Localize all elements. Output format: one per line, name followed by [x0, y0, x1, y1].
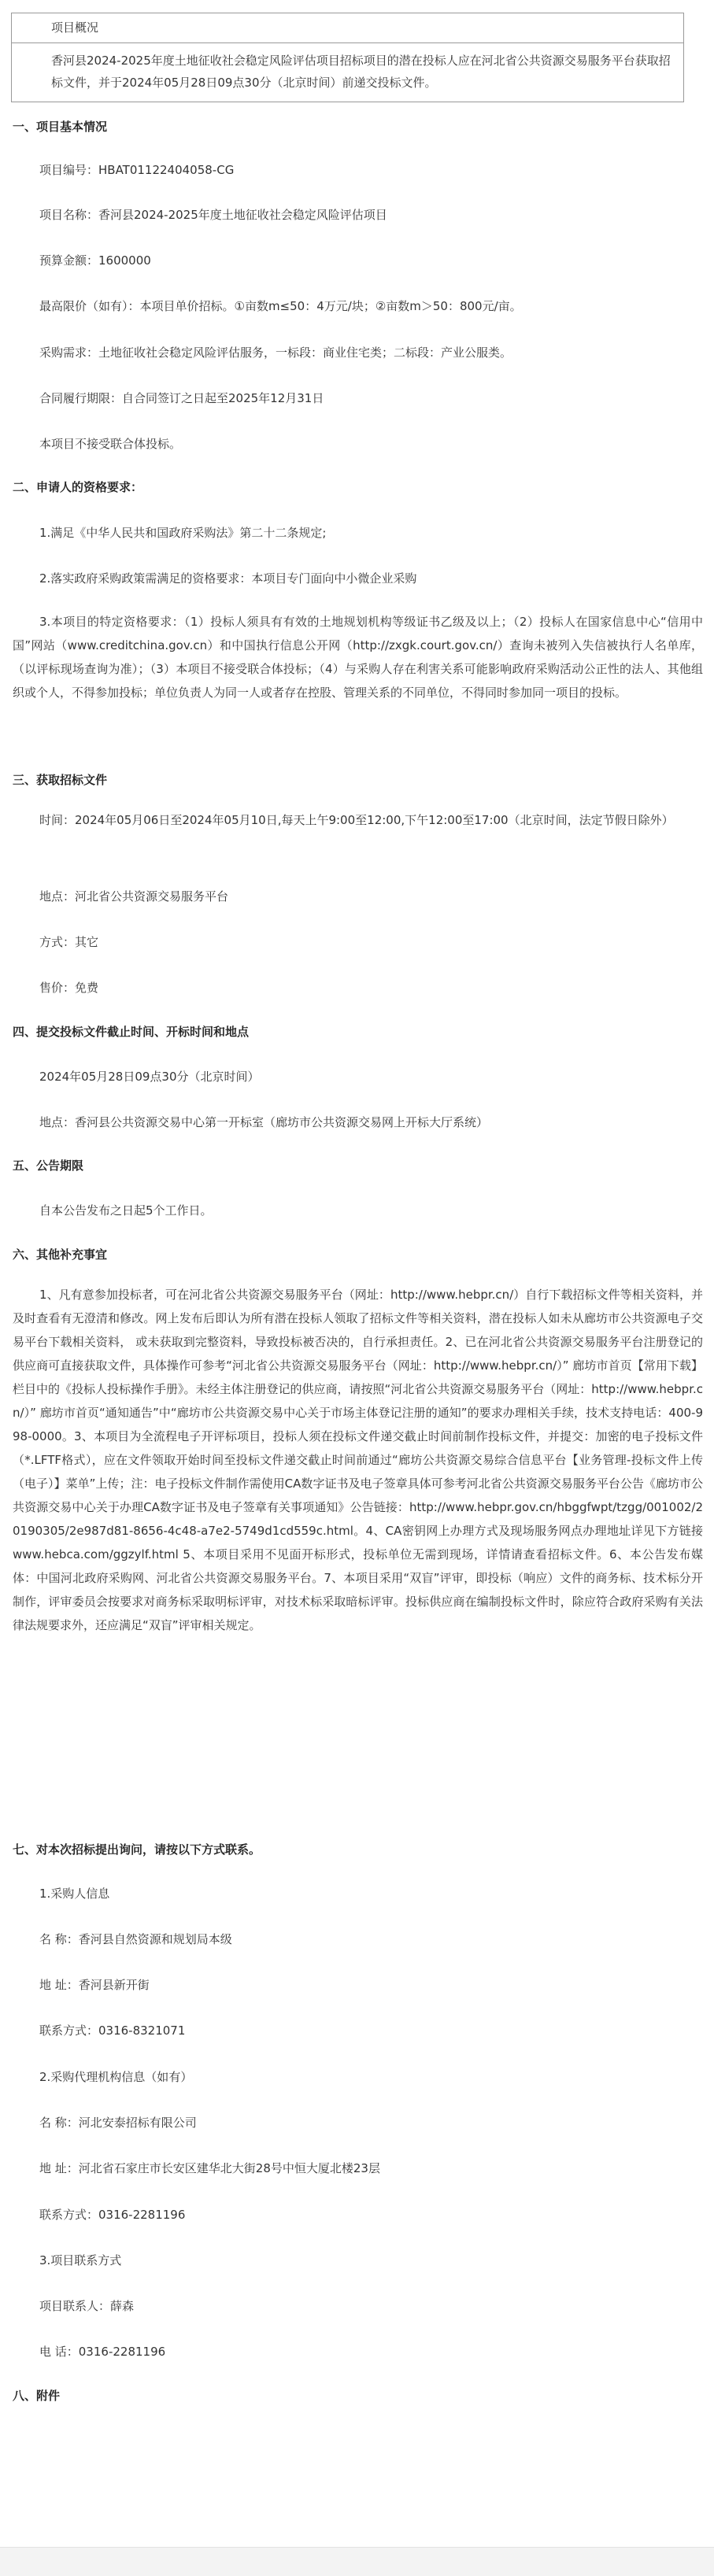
section-1-title: 一、项目基本情况	[13, 120, 108, 134]
buyer-name: 名 称：香河县自然资源和规划局本级	[39, 1932, 232, 1946]
section-7-title: 七、对本次招标提出询问，请按以下方式联系。	[13, 1842, 261, 1857]
qualification-1: 1.满足《中华人民共和国政府采购法》第二十二条规定;	[39, 526, 327, 540]
overview-title: 项目概况	[12, 13, 683, 43]
max-price: 最高限价（如有）：本项目单价招标。①亩数m≤50：4万元/块；②亩数m＞50：800元/亩。	[39, 299, 522, 313]
obtain-place: 地点：河北省公共资源交易服务平台	[39, 889, 229, 904]
agent-info-heading: 2.采购代理机构信息（如有）	[39, 2070, 193, 2084]
contact-phone: 电 话：0316-2281196	[39, 2345, 166, 2359]
agent-name: 名 称：河北安泰招标有限公司	[39, 2116, 197, 2130]
contract-period: 合同履行期限：自合同签订之日起至2025年12月31日	[39, 391, 324, 405]
section-5-title: 五、公告期限	[13, 1159, 84, 1173]
page-footer-band	[0, 2547, 714, 2576]
supplementary-text: 1、凡有意参加投标者，可在河北省公共资源交易服务平台（网址：http://www.hebpr.cn/）自行下载招标文件等相关资料，并及时查看有无澄清和修改。网上发布后即认为所有潜在投标人领取了招标文件等相关资料，潜在投标人如未从廊坊市公共资源电子交易平台下载相关资料， 或未获取到完整资料，导致投标被否决的，自行承担责任。2、已在河北省公共资源交易服务平台注册登记的供应商可直接获取文件，具体操作可参考“河北省公共资源交易服务平台（网址：http://www.hebpr.cn/）” 廊坊市首页【常用下载】栏目中的《投标人投标操作手册》。未经主体注册登记的供应商，请按照“河北省公共资源交易服务平台（网址：http://www.hebpr.cn/）” 廊坊市首页“通知通告”中“廊坊市公共资源交易中心关于市场主体登记注册的通知”的要求办理相关手续，技术支持电话：400-998-0000。3、本项目为全流程电子开评标项目，投标人须在投标文件递交截止时间前制作投标文件，并提交：加密的电子投标文件（*.LFTF格式），应在文件领取开始时间至投标文件递交截止时间前通过“廊坊公共资源交易综合信息平台【业务管理-投标文件上传（电子）】菜单”上传；注：电子投标文件制作需使用CA数字证书及电子签章具体可参考河北省公共资源交易服务平台公告《廊坊市公共资源交易中心关于办理CA数字证书及电子签章有关事项通知》公告链接：http://www.hebpr.gov.cn/hbggfwpt/tzgg/001002/20190305/2e987d81-8656-4c48-a7e2-5749d1cd559c.html。4、CA密钥网上办理方式及现场服务网点办理地址详见下方链接www.hebca.com/ggzylf.html 5、本项目采用不见面开标形式，投标单位无需到现场，详情请查看招标文件。6、本公告发布媒体：中国河北政府采购网、河北省公共资源交易服务平台。7、本项目采用“双盲”评审，即投标（响应）文件的商务标、技术标分开制作，评审委员会按要求对商务标采取明标评审，对技术标采取暗标评审。投标供应商在编制投标文件时，除应符合政府采购有关法律法规要求外，还应满足“双盲”评审相关规定。	[13, 1288, 704, 1632]
submit-deadline: 2024年05月28日09点30分（北京时间）	[39, 1070, 260, 1084]
buyer-phone: 联系方式：0316-8321071	[39, 2023, 186, 2038]
section-4-title: 四、提交投标文件截止时间、开标时间和地点	[13, 1025, 250, 1039]
obtain-time: 时间：2024年05月06日至2024年05月10日,每天上午9:00至12:00,下午12:00至17:00（北京时间，法定节假日除外）	[39, 813, 674, 827]
opening-place: 地点：香河县公共资源交易中心第一开标室（廊坊市公共资源交易网上开标大厅系统）	[39, 1115, 489, 1129]
buyer-info-heading: 1.采购人信息	[39, 1887, 110, 1901]
consortium-note: 本项目不接受联合体投标。	[39, 437, 182, 451]
section-6-title: 六、其他补充事宜	[13, 1247, 108, 1262]
qualification-3: 3.本项目的特定资格要求：（1）投标人须具有有效的土地规划机构等级证书乙级及以上；（2）投标人在国家信息中心“信用中国”网站（www.creditchina.gov.cn）和中国执行信息公开网（http://zxgk.court.gov.cn/）查询未被列入失信被执行人名单库，（以评标现场查询为准）；（3）本项目不接受联合体投标；（4）与采购人存在利害关系可能影响政府采购活动公正性的法人、其他组织或个人，不得参加投标；单位负责人为同一人或者存在控股、管理关系的不同单位，不得同时参加同一项目的投标。	[13, 615, 703, 700]
qualification-2: 2.落实政府采购政策需满足的资格要求：本项目专门面向中小微企业采购	[39, 571, 417, 586]
section-2-title: 二、申请人的资格要求：	[13, 480, 143, 494]
purchase-demand: 采购需求：土地征收社会稳定风险评估服务，一标段：商业住宅类；二标段：产业公服类。	[39, 346, 512, 360]
section-3-title: 三、获取招标文件	[13, 773, 108, 787]
project-code: 项目编号：HBAT01122404058-CG	[39, 163, 235, 177]
contact-heading: 3.项目联系方式	[39, 2253, 122, 2267]
buyer-address: 地 址：香河县新开街	[39, 1978, 150, 1992]
project-name: 项目名称：香河县2024-2025年度土地征收社会稳定风险评估项目	[39, 208, 387, 222]
section-8-title: 八、附件	[13, 2389, 61, 2403]
agent-phone: 联系方式：0316-2281196	[39, 2208, 186, 2222]
document-price: 售价：免费	[39, 981, 99, 995]
overview-text: 香河县2024-2025年度土地征收社会稳定风险评估项目招标项目的潜在投标人应在河北省公共资源交易服务平台获取招标文件，并于2024年05月28日09点30分（北京时间）前递交投标文件。	[51, 54, 671, 90]
budget-amount: 预算金额：1600000	[39, 253, 151, 268]
contact-person: 项目联系人：薛森	[39, 2299, 135, 2313]
overview-box	[11, 13, 684, 102]
obtain-method: 方式：其它	[39, 935, 99, 949]
notice-period: 自本公告发布之日起5个工作日。	[39, 1203, 213, 1218]
agent-address: 地 址：河北省石家庄市长安区建华北大街28号中恒大厦北楼23层	[39, 2161, 380, 2175]
